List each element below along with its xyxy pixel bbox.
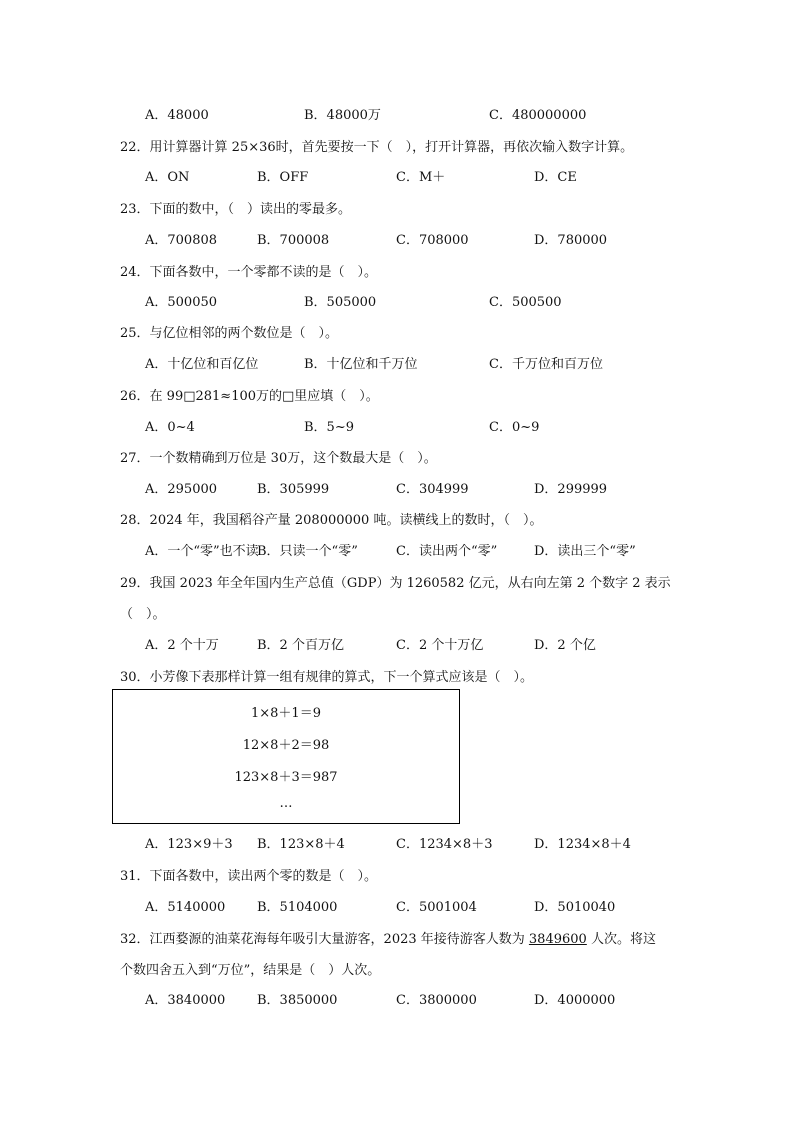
q29-options (145, 634, 765, 654)
q21-option-a[interactable]: A．48000 (145, 108, 209, 123)
q31-option-d[interactable]: D．5010040 (534, 900, 616, 915)
q30-option-c[interactable]: C．1234×8＋3 (396, 837, 493, 852)
q27-option-b[interactable]: B．305999 (257, 482, 330, 497)
q26-option-a[interactable]: A．0~4 (145, 420, 195, 435)
q23-option-a[interactable]: A．700808 (145, 233, 218, 248)
q25-option-b[interactable]: B．十亿位和千万位 (304, 357, 418, 372)
q29-option-c[interactable]: C．2 个十万亿 (396, 638, 484, 653)
q23-option-d[interactable]: D．780000 (534, 233, 608, 248)
q22-option-a[interactable]: A．ON (145, 170, 190, 185)
q31-option-b[interactable]: B．5104000 (257, 900, 338, 915)
q32-text-part-b: 人次。将这 (586, 932, 656, 947)
q32-option-d[interactable]: D．4000000 (534, 993, 616, 1008)
q27-option-c[interactable]: C．304999 (396, 482, 469, 497)
q30-option-b[interactable]: B．123×8＋4 (257, 837, 345, 852)
q25-option-c[interactable]: C．千万位和百万位 (489, 357, 603, 372)
q25-option-a[interactable]: A．十亿位和百亿位 (145, 357, 259, 372)
q25-options (145, 353, 765, 373)
q32-text-part-a: 32．江西婺源的油菜花海每年吸引大量游客，2023 年接待游客人数为 (120, 932, 529, 947)
q28-option-a[interactable]: A．一个“零”也不读 (145, 544, 259, 559)
q22-option-b[interactable]: B．OFF (257, 170, 309, 185)
q30-options (145, 833, 765, 853)
q31-option-c[interactable]: C．5001004 (396, 900, 477, 915)
formula-line: 1×8＋1＝9 (251, 706, 321, 721)
formula-ellipsis: … (279, 796, 293, 811)
q22-option-c[interactable]: C．M＋ (396, 170, 446, 185)
q32-option-a[interactable]: A．3840000 (145, 993, 226, 1008)
q29-option-b[interactable]: B．2 个百万亿 (257, 638, 344, 653)
q27-options (145, 478, 765, 498)
q28-option-c[interactable]: C．读出两个“零” (396, 544, 498, 559)
formula-line: 123×8＋3＝987 (234, 770, 338, 785)
q26-option-c[interactable]: C．0~9 (489, 420, 540, 435)
q28-option-d[interactable]: D．读出三个“零” (534, 544, 636, 559)
q24-options (145, 291, 765, 311)
q32-option-c[interactable]: C．3800000 (396, 993, 477, 1008)
q31-options (145, 896, 765, 916)
q27-text: 27．一个数精确到万位是 30万，这个数最大是（ ）。 (120, 451, 437, 466)
q29-option-d[interactable]: D．2 个亿 (534, 638, 596, 653)
q23-option-c[interactable]: C．708000 (396, 233, 469, 248)
formula-table (112, 689, 460, 824)
q25-text: 25．与亿位相邻的两个数位是（ ）。 (120, 326, 339, 341)
q26-options (145, 416, 765, 436)
q22-options (145, 166, 765, 186)
q21-option-c[interactable]: C．480000000 (489, 108, 587, 123)
q29-text-line1: 29．我国 2023 年全年国内生产总值（GDP）为 1260582 亿元，从右向左第 2 个数字 2 表示 (120, 576, 671, 591)
q32-text-line2: 个数四舍五入到“万位”，结果是（ ）人次。 (120, 963, 381, 978)
q26-text: 26．在 99□281≈100万的□里应填（ ）。 (120, 389, 379, 404)
q31-option-a[interactable]: A．5140000 (145, 900, 226, 915)
q22-option-d[interactable]: D．CE (534, 170, 577, 185)
q21-option-b[interactable]: B．48000万 (304, 108, 381, 123)
q32-options (145, 989, 765, 1009)
q23-option-b[interactable]: B．700008 (257, 233, 330, 248)
q27-option-d[interactable]: D．299999 (534, 482, 608, 497)
q26-option-b[interactable]: B．5~9 (304, 420, 354, 435)
formula-line: 12×8＋2＝98 (242, 738, 330, 753)
q32-option-b[interactable]: B．3850000 (257, 993, 338, 1008)
q21-options (145, 104, 765, 124)
q30-option-d[interactable]: D．1234×8＋4 (534, 837, 631, 852)
q30-option-a[interactable]: A．123×9＋3 (145, 837, 233, 852)
q31-text: 31．下面各数中，读出两个零的数是（ ）。 (120, 869, 378, 884)
q24-option-c[interactable]: C．500500 (489, 295, 562, 310)
q24-option-b[interactable]: B．505000 (304, 295, 377, 310)
q28-option-b[interactable]: B．只读一个“零” (257, 544, 358, 559)
q22-text: 22．用计算器计算 25×36时，首先要按一下（ ），打开计算器，再依次输入数字计算。 (120, 140, 634, 155)
q24-option-a[interactable]: A．500050 (145, 295, 218, 310)
q29-text-line2: （ ）。 (120, 607, 166, 622)
q28-options (145, 540, 765, 560)
q28-text: 28．2024 年，我国稻谷产量 208000000 吨。读横线上的数时，（ ）。 (120, 513, 543, 528)
q23-options (145, 229, 765, 249)
q24-text: 24．下面各数中，一个零都不读的是（ ）。 (120, 265, 378, 280)
q27-option-a[interactable]: A．295000 (145, 482, 218, 497)
q32-text-line1 (120, 928, 656, 947)
q30-text: 30．小芳像下表那样计算一组有规律的算式，下一个算式应该是（ ）。 (120, 670, 534, 685)
q29-option-a[interactable]: A．2 个十万 (145, 638, 219, 653)
q23-text: 23．下面的数中，（ ）读出的零最多。 (120, 202, 352, 217)
q32-underlined-number: 3849600 (528, 932, 587, 947)
